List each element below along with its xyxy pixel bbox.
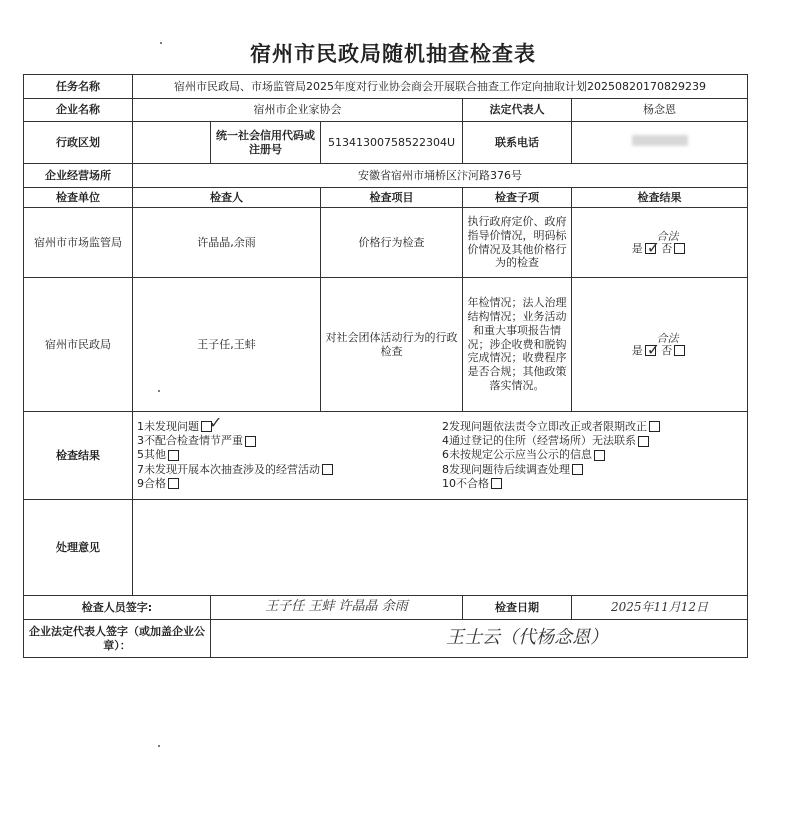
enterprise-name-value: 宿州市企业家协会	[133, 99, 463, 122]
phone-label: 联系电话	[463, 122, 572, 164]
row-item: 价格行为检查	[321, 208, 463, 278]
result-choice	[632, 230, 688, 256]
credit-code-label: 统一社会信用代码或注册号	[211, 122, 321, 164]
header-row	[24, 188, 748, 208]
checkmark-icon: ✓	[209, 412, 223, 432]
checkmark-icon: ✓	[646, 237, 661, 257]
yes-label: 是	[631, 343, 643, 357]
option-checkbox[interactable]	[594, 450, 605, 461]
option-item[interactable]: 2发现问题依法责令立即改正或者限期改正	[442, 420, 743, 434]
row-subitems: 年检情况；法人治理结构情况；业务活动和重大事项报告情况；涉企收费和脱钩完成情况；收费程序是否合规；其他政策落实情况。	[463, 278, 572, 412]
header-subitem: 检查子项	[463, 188, 572, 208]
row-inspectors: 许晶晶,余雨	[133, 208, 321, 278]
option-item[interactable]: 1未发现问题 ✓	[137, 412, 223, 433]
handwritten-legal: 合法	[656, 229, 679, 243]
option-item[interactable]: 9合格	[137, 477, 438, 491]
address-row	[24, 164, 748, 188]
opinion-label: 处理意见	[24, 500, 133, 596]
task-value: 宿州市民政局、市场监管局2025年度对行业协会商会开展联合抽查工作定向抽取计划20250820170829239	[133, 75, 748, 99]
legal-rep-label: 法定代表人	[463, 99, 572, 122]
enterprise-name-label: 企业名称	[24, 99, 133, 122]
row-unit: 宿州市民政局	[24, 278, 133, 412]
yes-label: 是	[631, 241, 643, 255]
scan-speck	[158, 745, 160, 747]
option-checkbox[interactable]	[245, 436, 256, 447]
region-row	[24, 122, 748, 164]
no-checkbox[interactable]	[674, 345, 685, 356]
result-section-row	[24, 412, 748, 500]
no-label: 否	[661, 241, 673, 255]
option-checkbox[interactable]	[572, 464, 583, 475]
header-item: 检查项目	[321, 188, 463, 208]
result-choice	[632, 332, 688, 358]
option-checkbox[interactable]	[322, 464, 333, 475]
option-item[interactable]: 4通过登记的住所（经营场所）无法联系	[442, 434, 743, 448]
row-item: 对社会团体活动行为的行政检查	[321, 278, 463, 412]
inspector-signature: 王子任 王蚌 许晶晶 余雨	[211, 596, 463, 620]
option-item[interactable]: 8发现问题待后续调查处理	[442, 463, 743, 477]
option-item[interactable]: 5其他	[137, 448, 438, 462]
legal-rep-signature-label: 企业法定代表人签字（或加盖企业公章）：	[24, 620, 211, 658]
opinion-row	[24, 500, 748, 596]
row-inspectors: 王子任,王蚌	[133, 278, 321, 412]
option-item[interactable]: 7未发现开展本次抽查涉及的经营活动	[137, 463, 438, 477]
result-options	[133, 412, 748, 500]
table-row	[24, 208, 748, 278]
legal-rep-signature-row	[24, 620, 748, 658]
option-checkbox[interactable]	[491, 478, 502, 489]
legal-rep-signature: 王士云（代杨念恩）	[211, 620, 748, 658]
row-subitems: 执行政府定价、政府指导价情况，明码标价情况及其他价格行为的检查	[463, 208, 572, 278]
enterprise-row	[24, 99, 748, 122]
inspector-signature-row	[24, 596, 748, 620]
phone-value	[572, 122, 748, 164]
header-result: 检查结果	[572, 188, 748, 208]
option-checkbox[interactable]	[649, 421, 660, 432]
task-row	[24, 75, 748, 99]
page-title: 宿州市民政局随机抽查检查表	[250, 42, 536, 66]
date-label: 检查日期	[463, 596, 572, 620]
no-label: 否	[661, 343, 673, 357]
row-result	[572, 208, 748, 278]
result-section-label: 检查结果	[24, 412, 133, 500]
inspector-signature-label: 检查人员签字:	[24, 596, 211, 620]
region-label: 行政区划	[24, 122, 133, 164]
option-checkbox[interactable]	[638, 436, 649, 447]
scan-speck	[160, 42, 162, 44]
option-item[interactable]: 10不合格	[442, 477, 743, 491]
option-item[interactable]: 6未按规定公示应当公示的信息	[442, 448, 743, 462]
table-row	[24, 278, 748, 412]
row-unit: 宿州市市场监管局	[24, 208, 133, 278]
option-checkbox[interactable]	[168, 450, 179, 461]
address-label: 企业经营场所	[24, 164, 133, 188]
inspection-form	[23, 74, 748, 658]
opinion-value[interactable]	[133, 500, 748, 596]
legal-rep-value: 杨念恩	[572, 99, 748, 122]
credit-code-value: 51341300758522304U	[321, 122, 463, 164]
header-unit: 检查单位	[24, 188, 133, 208]
phone-redacted	[632, 135, 688, 146]
option-item[interactable]: 3不配合检查情节严重	[137, 434, 438, 448]
address-value: 安徽省宿州市埇桥区汴河路376号	[133, 164, 748, 188]
option-checkbox[interactable]	[168, 478, 179, 489]
handwritten-legal: 合法	[656, 331, 679, 345]
task-label: 任务名称	[24, 75, 133, 99]
region-value	[133, 122, 211, 164]
header-inspector: 检查人	[133, 188, 321, 208]
inspection-date: 2025年11月12日	[572, 596, 748, 620]
row-result	[572, 278, 748, 412]
checkmark-icon: ✓	[646, 339, 661, 359]
result-options-grid	[133, 412, 747, 493]
no-checkbox[interactable]	[674, 243, 685, 254]
